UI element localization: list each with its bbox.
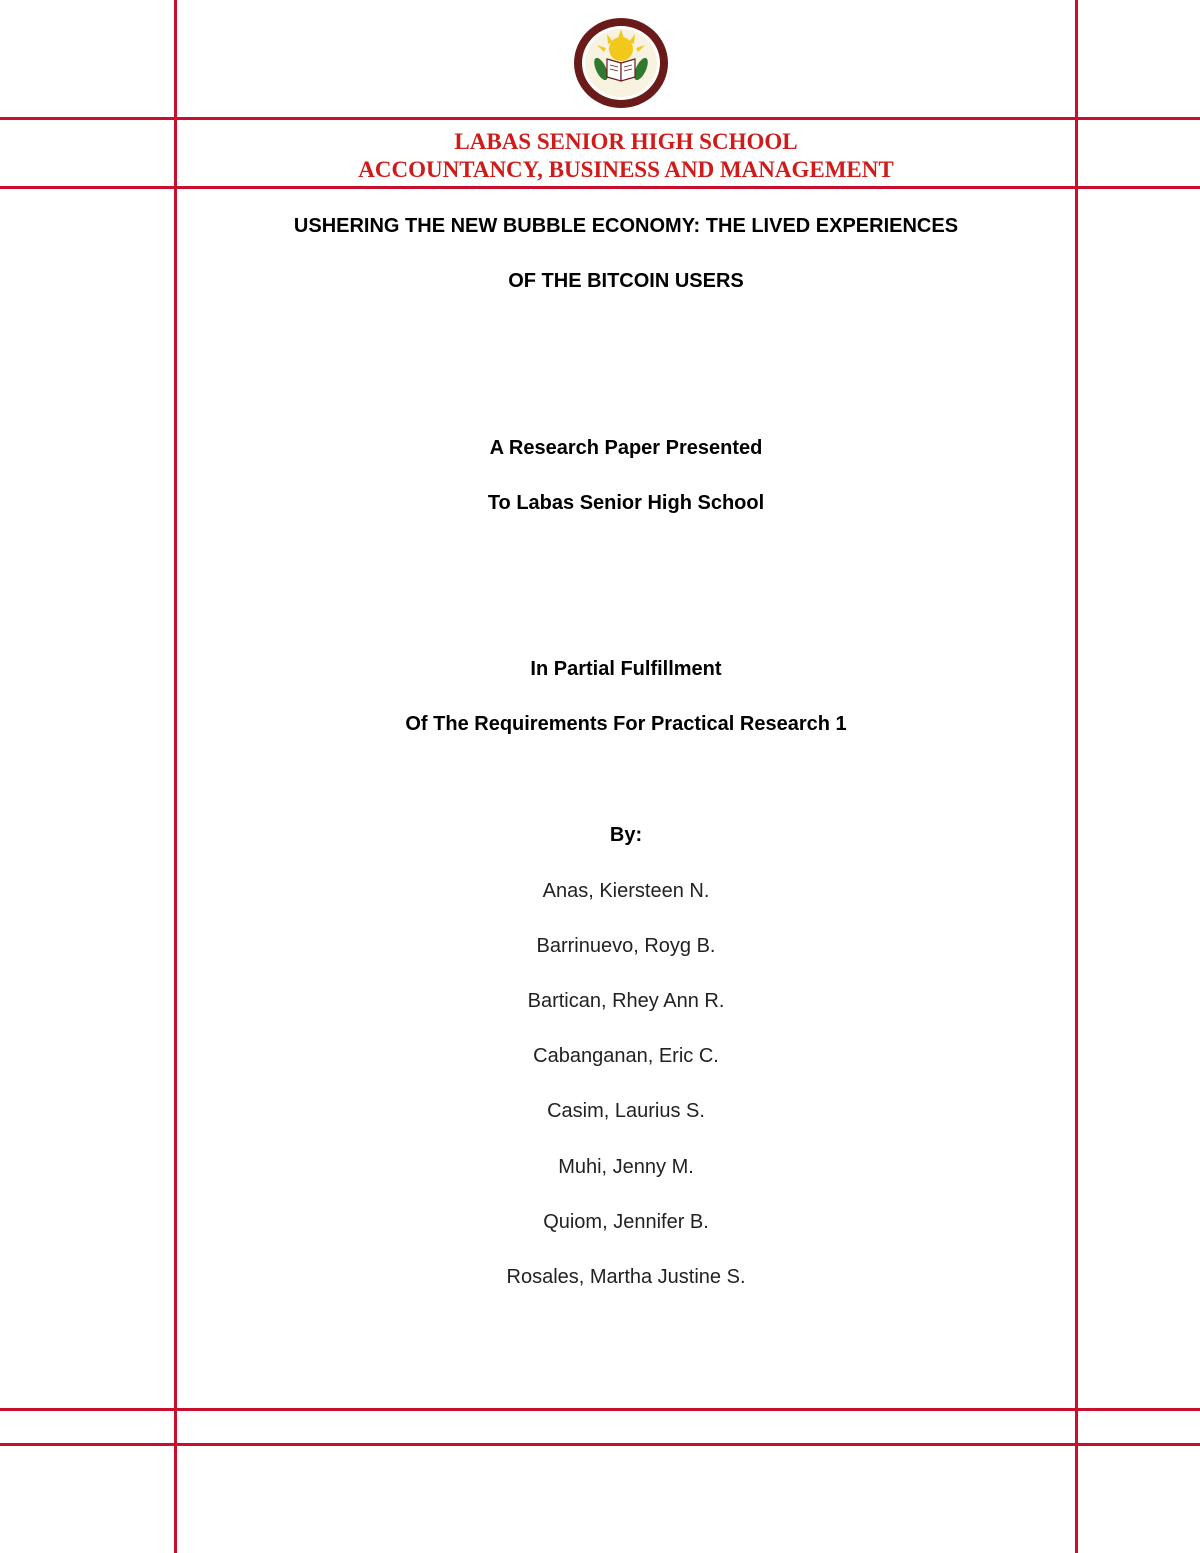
author-name: Casim, Laurius S. — [547, 1100, 705, 1122]
school-header — [177, 128, 1075, 184]
author-name: Cabanganan, Eric C. — [533, 1045, 719, 1067]
author-name: Quiom, Jennifer B. — [543, 1211, 709, 1233]
right-border-line — [1075, 0, 1078, 1553]
author-name: Bartican, Rhey Ann R. — [527, 990, 725, 1012]
paper-title-line-1: USHERING THE NEW BUBBLE ECONOMY: THE LIVED EXPERIENCES — [293, 215, 959, 237]
fulfillment-line-2: Of The Requirements For Practical Research 1 — [405, 713, 847, 735]
author-name: Rosales, Martha Justine S. — [506, 1266, 746, 1288]
presented-line-1: A Research Paper Presented — [489, 437, 763, 459]
strand-name: ACCOUNTANCY, BUSINESS AND MANAGEMENT — [358, 157, 894, 182]
fulfillment-line-1: In Partial Fulfillment — [530, 658, 722, 680]
author-name: Anas, Kiersteen N. — [542, 880, 710, 902]
paper-title-line-2: OF THE BITCOIN USERS — [508, 270, 744, 292]
footer-top-rule — [0, 1408, 1200, 1411]
school-seal-logo — [573, 17, 669, 109]
header-bottom-rule — [0, 186, 1200, 189]
footer-bottom-rule — [0, 1443, 1200, 1446]
presented-line-2: To Labas Senior High School — [487, 492, 765, 514]
author-name: Barrinuevo, Royg B. — [536, 935, 716, 957]
school-name: LABAS SENIOR HIGH SCHOOL — [454, 129, 798, 154]
author-name: Muhi, Jenny M. — [558, 1156, 694, 1178]
by-label: By: — [609, 824, 643, 846]
header-top-rule — [0, 117, 1200, 120]
